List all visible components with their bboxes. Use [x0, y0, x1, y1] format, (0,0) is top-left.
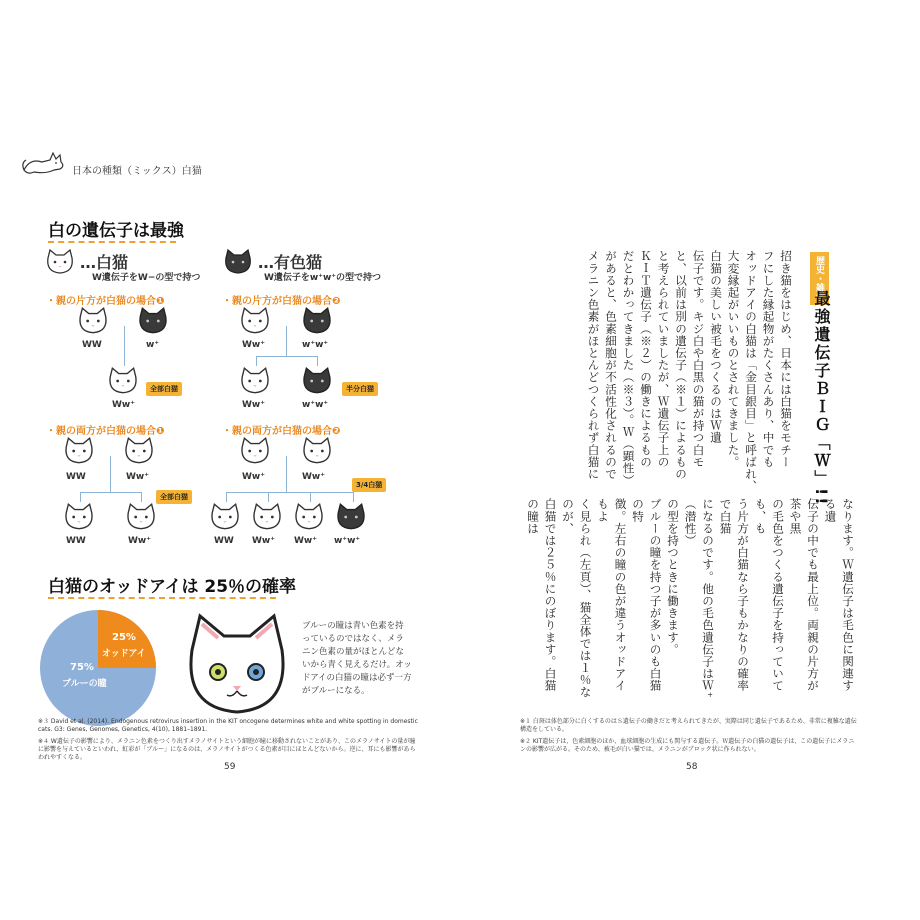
case4-parent-b	[300, 436, 334, 466]
left-page	[0, 120, 460, 800]
case3-child-b-geno: Ww⁺	[128, 536, 151, 546]
header-cat-icon	[20, 148, 70, 182]
pie-caption: ブルーの瞳は青い色素を持っているのではなく、メラニン色素の量がほとんどないから青く見えるだけ。オッドアイの白猫の瞳は必ず一方がブルーになる。	[302, 621, 412, 696]
case4-child-c-geno: Ww⁺	[294, 536, 317, 546]
left-footnote-2: ※４ W遺伝子の影響により、メラニン色素をつくり出すメラノサイトという細胞が瞳に移動されないことがあり、このメラノサイトの量が瞳に影響を与えているといわれ、虹彩が「ブルー」になるのは、メラノサイトがつくる色素が目にほとんどないから。逆に、耳にも影響があらわれやすくなる。	[38, 738, 416, 761]
white-cat-label: …白猫	[80, 253, 129, 272]
case4-parent-a	[238, 436, 272, 466]
case1-parent-white	[76, 306, 110, 336]
case3-parent-b	[122, 436, 156, 466]
right-footnote-2: ※２ KIT遺伝子は、色素細胞のほか、血球細胞の生成にも関与する遺伝子。Ｗ遺伝子の白猫の遺伝子は、この遺伝子にメラニンの影響が広がる。そのため、被毛が白い猫では、メラニンがブロック状に作られない。	[520, 738, 855, 753]
right-footnote-1: ※１ 白斑は体色部分に白くするのはＳ遺伝子の働きだと考えられてきたが、実際は同じ遺伝子であるため、非常に複雑な遺伝構造をしている。	[520, 718, 857, 733]
pie-blue-pct: 75%	[70, 662, 94, 673]
case4-child-a	[208, 502, 242, 532]
right-page	[460, 120, 920, 800]
case4-parent-b-geno: Ww⁺	[302, 472, 325, 482]
case3-child-a-geno: WW	[66, 536, 86, 546]
case4-child-b	[250, 502, 284, 532]
badge-three-quarter: 3/4白猫	[352, 478, 386, 492]
section2-underline	[48, 594, 276, 599]
case1-child-white	[106, 366, 140, 396]
legend-black-cat-icon	[222, 248, 254, 276]
case4-label: ・親の両方が白猫の場合❷	[222, 426, 341, 437]
case1-parent-black-geno: w⁺	[146, 340, 160, 350]
section1-underline	[48, 238, 176, 243]
section2-title: 白猫のオッドアイは 25％の確率	[48, 577, 297, 597]
case4-parent-a-geno: Ww⁺	[242, 472, 265, 482]
case3-child-b	[124, 502, 158, 532]
white-cat-sub: W遺伝子をW−の型で持つ	[92, 273, 201, 283]
case2-child-black	[300, 366, 334, 396]
colored-cat-sub: W遺伝子をw⁺w⁺の型で持つ	[264, 273, 382, 283]
right-title: 最強遺伝子ＢＩＧ「Ｗ」!!	[812, 290, 831, 507]
case2-child-black-geno: w⁺w⁺	[302, 400, 329, 410]
pie-blue-label: ブルーの瞳	[62, 679, 107, 689]
right-body-col2: なります。Ｗ遺伝子は毛色に関連する遺 伝子の中でも最上位。両親の片方が茶や黒 の毛色をつくる遺伝子を持っていても、も う片方が白猫なら子もかなりの確率で白猫 になるのです。他の毛色遺伝子はＷ⁺（潜性） の型を持つときに働きます。 ブルーの瞳を持つ子が多いのも白猫の特 徴。左右の瞳の色が違うオッドアイもよ く見られ（左頁）、猫全体では１％なのが、 白猫では２５％にのぼります。白猫の瞳は	[526, 498, 855, 699]
left-page-number: 59	[224, 762, 236, 772]
case4-child-a-geno: WW	[214, 536, 234, 546]
case1-label: ・親の片方が白猫の場合❶	[46, 296, 165, 307]
case3-child-a	[62, 502, 96, 532]
colored-cat-label: …有色猫	[258, 253, 323, 272]
case3-parent-b-geno: Ww⁺	[126, 472, 149, 482]
case2-parent-white	[238, 306, 272, 336]
case3-parent-a	[62, 436, 96, 466]
case3-label: ・親の両方が白猫の場合❶	[46, 426, 165, 437]
legend-white-cat-icon	[44, 248, 76, 276]
right-page-number: 58	[686, 762, 698, 772]
section1-title: 白の遺伝子は最強	[48, 221, 184, 241]
pie-orange-label: オッドアイ	[102, 649, 146, 659]
case4-child-d	[334, 502, 368, 532]
case1-parent-white-geno: WW	[82, 340, 102, 350]
right-body-col1: 招き猫をはじめ、日本には白猫をモチー フにした縁起物がたくさんあり、中でも オッドアイの白猫は「金目銀目」と呼ばれ、 大変縁起がいいものとされてきました。 白猫の美しい被毛をつくるのはＷ遺 伝子です。キジ白や白黒の猫が持つ白モ と、以前は別の遺伝子（※１）によるもの と考えられていましたが、Ｗ遺伝子上の ＫＩＴ遺伝子（※２）の働きによるもの だとわかってきました（※３）。Ｗ（顕性） があると、色素細胞が不活性化されるので メラニン色素がほとんどつくられず白猫に	[586, 250, 793, 492]
case2-child-white	[238, 366, 272, 396]
badge-half-white: 半分白猫	[342, 382, 378, 396]
case2-parent-white-geno: Ww⁺	[242, 340, 265, 350]
badge-all-white-2: 全部白猫	[156, 490, 192, 504]
case4-child-d-geno: w⁺w⁺	[334, 536, 361, 546]
case1-parent-black	[136, 306, 170, 336]
case2-parent-black	[300, 306, 334, 336]
pie-orange-pct: 25%	[112, 632, 136, 643]
left-footnote-1: ※３ David et al. (2014). Endogenous retrovirus insertion in the KIT oncogene determines white and white spotting in domestic cats. G3: Genes, Genomes, Genetics, 4(10), 1881–1891.	[38, 718, 418, 733]
case4-child-c	[292, 502, 326, 532]
case2-parent-black-geno: w⁺w⁺	[302, 340, 329, 350]
case4-child-b-geno: Ww⁺	[252, 536, 275, 546]
right-tag: 歴史・雑学	[810, 252, 829, 305]
case3-parent-a-geno: WW	[66, 472, 86, 482]
case2-child-white-geno: Ww⁺	[242, 400, 265, 410]
case1-child-geno: Ww⁺	[112, 400, 135, 410]
header-text: 日本の種類（ミックス）白猫	[72, 166, 202, 177]
badge-all-white-1: 全部白猫	[146, 382, 182, 396]
odd-eye-cat-illustration	[182, 610, 292, 724]
odd-eye-pie-chart	[38, 608, 158, 732]
case2-label: ・親の片方が白猫の場合❷	[222, 296, 341, 307]
